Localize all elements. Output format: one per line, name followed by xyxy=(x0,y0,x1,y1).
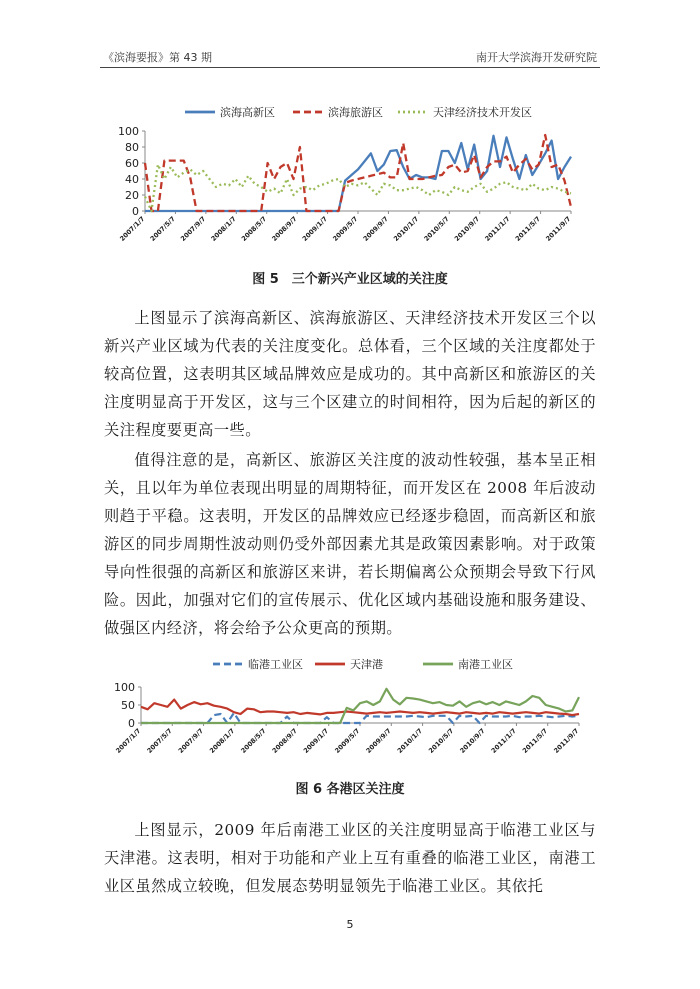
x-tick-label: 2007/5/7 xyxy=(148,214,177,243)
y-tick-label: 0 xyxy=(132,205,139,218)
x-tick-label: 2008/1/7 xyxy=(208,726,237,755)
x-tick-label: 2009/9/7 xyxy=(361,214,390,243)
series-line-3 xyxy=(141,689,579,723)
x-tick-label: 2008/5/7 xyxy=(239,214,269,243)
x-tick-label: 2010/1/7 xyxy=(392,214,421,243)
x-tick-label: 2008/9/7 xyxy=(270,214,299,243)
series-line-2 xyxy=(145,135,571,211)
y-tick-label: 80 xyxy=(125,141,139,154)
y-tick-label: 50 xyxy=(121,699,135,712)
x-tick-label: 2011/9/7 xyxy=(552,726,581,755)
series-line-2 xyxy=(141,700,579,716)
x-tick-label: 2010/5/7 xyxy=(422,214,451,243)
x-tick-label: 2010/5/7 xyxy=(427,726,456,755)
paragraph-1: 上图显示了滨海高新区、滨海旅游区、天津经济技术开发区三个以新兴产业区域为代表的关注度变化。总体看，三个区域的关注度都处于较高位置，这表明其区域品牌效应是成功的。其中高新区和旅游区的关注度明显高于开发区，这与三个区建立的时间相符，因为后起的新区的关注程度要更高一些。 xyxy=(104,309,596,439)
x-tick-label: 2007/1/7 xyxy=(118,214,147,243)
x-tick-label: 2011/9/7 xyxy=(544,214,573,243)
paragraph-2: 值得注意的是，高新区、旅游区关注度的波动性较强，基本呈正相关，且以年为单位表现出明显的周期特征，而开发区在 2008 年后波动则趋于平稳。这表明，开发区的品牌效应已经逐步稳固，而高新区和旅游区的同步周期性波动则仍受外部因素尤其是政策因素影响。对于政策导向性很强的高新区和旅游区来讲，若长期偏离公众预期会导致下行风险。因此，加强对它们的宣传展示、优化区域内基础设施和服务建设、做强区内经济，将会给予公众更高的预期。 xyxy=(104,451,596,637)
x-tick-label: 2009/5/7 xyxy=(331,214,360,243)
legend-label-3: 天津经济技术开发区 xyxy=(433,106,532,119)
legend-label-1: 滨海高新区 xyxy=(220,106,275,119)
x-tick-label: 2008/5/7 xyxy=(239,726,268,755)
legend-label-1: 临港工业区 xyxy=(248,658,303,671)
y-tick-label: 100 xyxy=(114,681,135,694)
x-tick-label: 2007/5/7 xyxy=(145,726,174,755)
x-tick-label: 2011/5/7 xyxy=(513,214,542,243)
series-line-1 xyxy=(145,136,571,211)
header-rule xyxy=(100,67,600,68)
page-header xyxy=(103,49,597,67)
y-tick-label: 60 xyxy=(125,157,139,170)
x-tick-label: 2008/1/7 xyxy=(209,214,238,243)
x-tick-label: 2010/9/7 xyxy=(458,726,487,755)
page-number: 5 xyxy=(346,918,354,931)
paragraph-3: 上图显示，2009 年后南港工业区的关注度明显高于临港工业区与天津港。这表明，相对于功能和产业上互有重叠的临港工业区，南港工业区虽然成立较晚，但发展态势明显领先于临港工业区。其依托 xyxy=(104,821,596,895)
x-tick-label: 2007/1/7 xyxy=(114,726,143,755)
x-tick-label: 2009/5/7 xyxy=(333,726,362,755)
x-tick-label: 2009/1/7 xyxy=(300,214,329,243)
legend-label-2: 滨海旅游区 xyxy=(328,106,383,119)
x-tick-label: 2008/9/7 xyxy=(270,726,299,755)
x-tick-label: 2009/9/7 xyxy=(364,726,393,755)
figure5-chart xyxy=(0,100,700,270)
x-tick-label: 2011/5/7 xyxy=(520,726,550,755)
x-tick-label: 2007/9/7 xyxy=(176,726,205,755)
x-tick-label: 2007/9/7 xyxy=(179,214,208,243)
x-tick-label: 2010/9/7 xyxy=(452,214,482,243)
journal-issue: 《滨海要报》第 43 期 xyxy=(103,51,212,64)
x-tick-label: 2011/1/7 xyxy=(489,726,518,755)
x-tick-label: 2011/1/7 xyxy=(483,214,512,243)
legend-label-3: 南港工业区 xyxy=(458,658,513,671)
figure5-caption: 图 5 三个新兴产业区域的关注度 xyxy=(252,272,448,287)
x-tick-label: 2010/1/7 xyxy=(395,726,424,755)
x-tick-label: 2009/1/7 xyxy=(301,726,331,755)
institute-name: 南开大学滨海开发研究院 xyxy=(476,51,597,64)
figure6-caption: 图 6 各港区关注度 xyxy=(295,782,405,797)
legend-label-2: 天津港 xyxy=(350,658,383,671)
y-tick-label: 40 xyxy=(125,173,139,186)
y-tick-label: 20 xyxy=(125,189,139,202)
figure6-chart xyxy=(0,652,700,764)
y-tick-label: 0 xyxy=(128,717,135,730)
series-line-3 xyxy=(145,165,571,211)
y-tick-label: 100 xyxy=(118,125,139,138)
